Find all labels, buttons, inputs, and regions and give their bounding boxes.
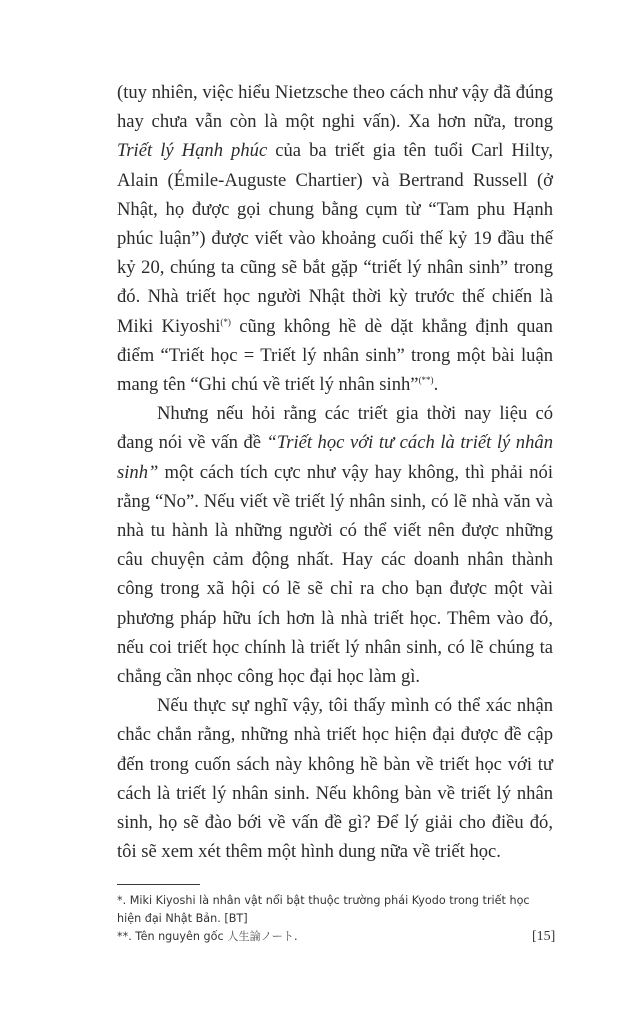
footnote-text: . bbox=[293, 930, 298, 943]
text-run: của ba triết gia tên tuổi Carl Hilty, Alain (Émile-Auguste Chartier) và Bertrand Russell (ở Nhật, họ được gọi chung bằng cụm từ “Tam phu Hạnh phúc luận”) được viết vào khoảng cuối thế kỷ 19 đầu thế kỷ 20, chúng ta cũng sẽ bắt gặp “triết lý nhân sinh” trong đó. Nhà triết học người Nhật thời kỳ trước thế chiến là Miki Kiyoshi bbox=[117, 140, 554, 337]
footnote-text: Tên nguyên gốc bbox=[131, 930, 228, 943]
footnote-ref-1[interactable]: (*) bbox=[220, 316, 231, 327]
footnote-ref-2[interactable]: (**) bbox=[418, 375, 434, 386]
paragraph-1 bbox=[117, 78, 553, 399]
footnote-2 bbox=[117, 928, 557, 946]
text-run: (tuy nhiên, việc hiểu Nietzsche theo cách như vậy đã đúng hay chưa vẫn còn là một nghi vấn). Xa hơn nữa, trong bbox=[117, 82, 553, 133]
book-title-italic: Triết lý Hạnh phúc bbox=[117, 140, 268, 162]
text-run: Nếu thực sự nghĩ vậy, tôi thấy mình có thể xác nhận chắc chắn rằng, những nhà triết học hiện đại được đề cập đến trong cuốn sách này không hề bàn về triết học với tư cách là triết lý nhân sinh. Nếu không bàn về triết lý nhân sinh, họ sẽ đào bới về vấn đề gì? Để lý giải cho điều đó, tôi sẽ xem xét thêm một hình dung nữa về triết học. bbox=[117, 695, 553, 863]
footnote-text: Miki Kiyoshi là nhân vật nổi bật thuộc trường phái Kyodo trong triết học hiện đại Nhật Bản. [BT] bbox=[117, 894, 530, 925]
text-run: một cách tích cực như vậy hay không, thì phải nói rằng “No”. Nếu viết về triết lý nhân sinh, có lẽ nhà văn và nhà tu hành là những người có thể viết nên được những câu chuyện cảm động nhất. Hay các doanh nhân thành công trong xã hội có lẽ sẽ chỉ ra cho bạn được một vài phương pháp hữu ích hơn là nhà triết học. Thêm vào đó, nếu coi triết học chính là triết lý nhân sinh, có lẽ chúng ta chẳng cần nhọc công học đại học làm gì. bbox=[117, 461, 553, 688]
text-run: cũng không hề dè dặt khẳng định quan điểm “Triết học = Triết lý nhân sinh” trong một bài luận mang tên “Ghi chú về triết lý nhân sinh” bbox=[117, 315, 553, 396]
footnote-divider bbox=[117, 884, 200, 885]
paragraph-2 bbox=[117, 399, 553, 691]
text-run: . bbox=[433, 374, 439, 396]
body-text bbox=[117, 78, 553, 866]
paragraph-3 bbox=[117, 691, 553, 866]
footnotes bbox=[117, 892, 557, 946]
text-run: Nhưng nếu hỏi rằng các triết gia thời nay liệu có đang nói về vấn đề bbox=[117, 403, 553, 454]
page-number: [15] bbox=[532, 929, 556, 944]
quoted-phrase-italic: “Triết học với tư cách là triết lý nhân sinh” bbox=[117, 432, 553, 483]
footnote-1 bbox=[117, 892, 557, 928]
original-title-japanese: 人生論ノート bbox=[227, 930, 294, 943]
footnote-marker: **. bbox=[117, 930, 132, 943]
footnote-marker: *. bbox=[117, 894, 127, 907]
